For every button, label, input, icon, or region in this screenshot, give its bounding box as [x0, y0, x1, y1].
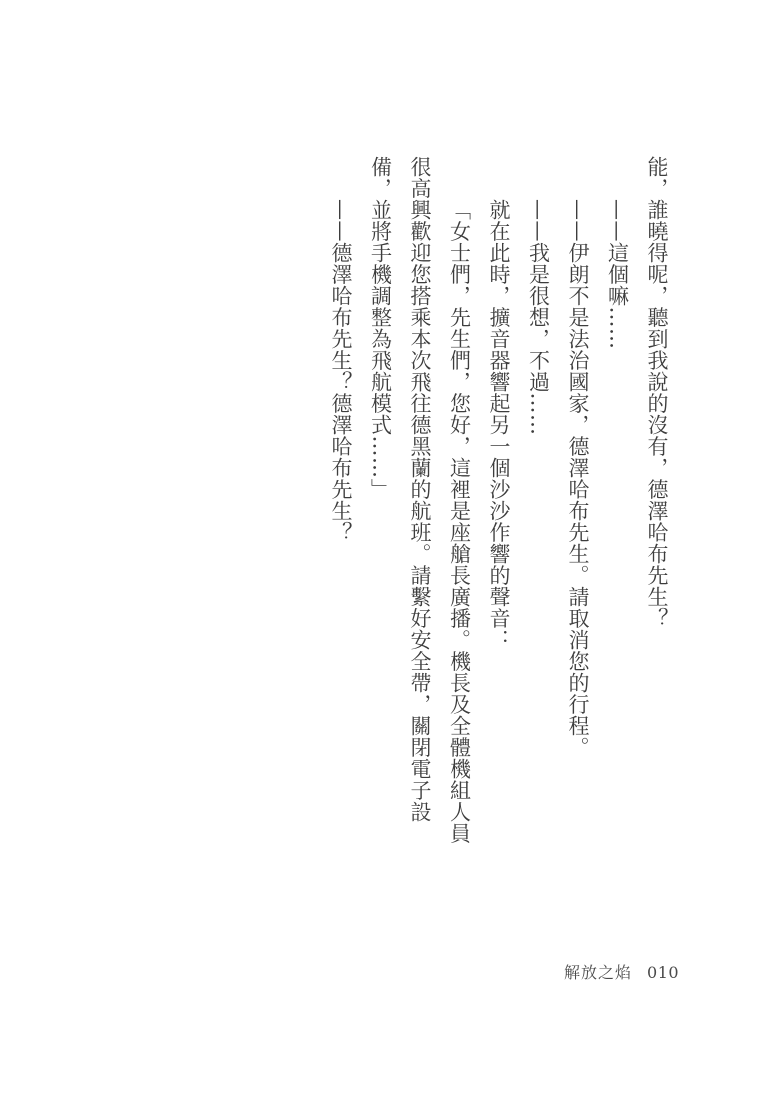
page-footer: [564, 960, 679, 983]
footer-page-number: 010: [647, 963, 680, 982]
text-line: 能，誰曉得呢，聽到我說的沒有，德澤哈布先生？: [645, 156, 669, 629]
text-block: [316, 156, 676, 872]
paragraph: [321, 156, 361, 872]
paragraph: [597, 156, 637, 872]
text-line: ——我是很想，不過……: [526, 199, 551, 436]
text-line: 備，並將手機調整為飛航模式……」: [368, 156, 393, 500]
text-line: ——德澤哈布先生？德澤哈布先生？: [329, 199, 353, 543]
paragraph: [360, 156, 479, 872]
text-line: 就在此時，擴音器響起另一個沙沙作響的聲音：: [487, 199, 511, 651]
footer-book-title: 解放之焰: [564, 963, 633, 982]
text-line: ——這個嘛……: [605, 199, 630, 350]
text-line: 「女士們，先生們，您好，這裡是座艙長廣播。機長及全體機組人員: [447, 199, 472, 844]
paragraph: [479, 156, 519, 872]
paragraph: [558, 156, 598, 872]
text-line: 很高興歡迎您搭乘本次飛往德黑蘭的航班。請繫好安全帶，關閉電子設: [408, 156, 432, 823]
paragraph: [637, 156, 677, 872]
text-line: ——伊朗不是法治國家，德澤哈布先生。請取消您的行程。: [566, 199, 590, 758]
paragraph: [518, 156, 558, 872]
